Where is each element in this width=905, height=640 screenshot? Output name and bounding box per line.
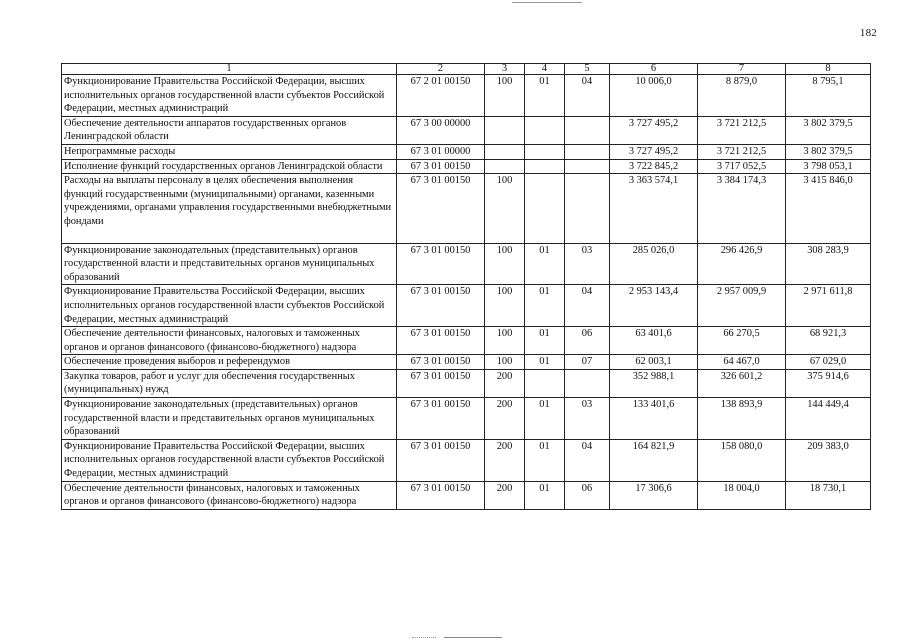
scan-artifact-top — [512, 2, 582, 3]
row-value-6: 17 306,6 — [610, 481, 698, 509]
row-section — [525, 159, 565, 174]
row-section: 01 — [525, 355, 565, 370]
row-name: Обеспечение деятельности аппаратов государственных органов Ленинградской области — [62, 116, 397, 144]
row-value-6: 10 006,0 — [610, 75, 698, 117]
row-value-6: 133 401,6 — [610, 398, 698, 440]
row-name: Функционирование Правительства Российской Федерации, высших исполнительных органов государственной власти субъектов Российской Федерации, местных администраций — [62, 285, 397, 327]
header-col-2: 2 — [397, 64, 485, 75]
row-section: 01 — [525, 398, 565, 440]
row-subsection — [565, 369, 610, 397]
row-value-6: 3 363 574,1 — [610, 174, 698, 243]
table-row — [62, 369, 871, 397]
header-col-6: 6 — [610, 64, 698, 75]
row-expense-type: 100 — [485, 285, 525, 327]
row-expense-type: 200 — [485, 481, 525, 509]
row-value-8: 8 795,1 — [786, 75, 871, 117]
row-name: Функционирование Правительства Российской Федерации, высших исполнительных органов государственной власти субъектов Российской Федерации, местных администраций — [62, 439, 397, 481]
row-subsection: 04 — [565, 439, 610, 481]
row-value-8: 209 383,0 — [786, 439, 871, 481]
row-name: Закупка товаров, работ и услуг для обеспечения государственных (муниципальных) нужд — [62, 369, 397, 397]
row-value-6: 63 401,6 — [610, 327, 698, 355]
row-value-8: 3 802 379,5 — [786, 144, 871, 159]
row-value-8: 308 283,9 — [786, 243, 871, 285]
row-name: Функционирование Правительства Российской Федерации, высших исполнительных органов государственной власти субъектов Российской Федерации, местных администраций — [62, 75, 397, 117]
row-code: 67 3 01 00150 — [397, 174, 485, 243]
row-expense-type: 200 — [485, 369, 525, 397]
row-value-6: 3 727 495,2 — [610, 144, 698, 159]
row-section: 01 — [525, 75, 565, 117]
row-expense-type: 100 — [485, 327, 525, 355]
row-value-6: 3 727 495,2 — [610, 116, 698, 144]
table-row — [62, 116, 871, 144]
row-name: Исполнение функций государственных органов Ленинградской области — [62, 159, 397, 174]
row-name: Обеспечение деятельности финансовых, налоговых и таможенных органов и органов финансового (финансово-бюджетного) надзора — [62, 481, 397, 509]
table-row — [62, 75, 871, 117]
row-value-8: 3 415 846,0 — [786, 174, 871, 243]
row-value-6: 164 821,9 — [610, 439, 698, 481]
table-row — [62, 439, 871, 481]
table-row — [62, 481, 871, 509]
table-row — [62, 398, 871, 440]
row-code: 67 3 01 00150 — [397, 355, 485, 370]
row-subsection: 04 — [565, 75, 610, 117]
row-value-7: 3 721 212,5 — [698, 116, 786, 144]
row-subsection: 03 — [565, 243, 610, 285]
budget-table — [61, 63, 871, 510]
row-expense-type: 100 — [485, 174, 525, 243]
row-value-7: 2 957 009,9 — [698, 285, 786, 327]
row-code: 67 3 01 00150 — [397, 481, 485, 509]
row-value-7: 3 384 174,3 — [698, 174, 786, 243]
table-header-row — [62, 64, 871, 75]
row-value-8: 375 914,6 — [786, 369, 871, 397]
row-value-7: 326 601,2 — [698, 369, 786, 397]
row-value-7: 3 717 052,5 — [698, 159, 786, 174]
row-section — [525, 174, 565, 243]
row-name: Функционирование законодательных (представительных) органов государственной власти и представительных органов муниципальных образований — [62, 243, 397, 285]
header-col-8: 8 — [786, 64, 871, 75]
row-subsection — [565, 174, 610, 243]
row-expense-type: 200 — [485, 398, 525, 440]
row-expense-type: 100 — [485, 75, 525, 117]
table-row — [62, 174, 871, 243]
row-section: 01 — [525, 243, 565, 285]
table-row — [62, 285, 871, 327]
header-col-3: 3 — [485, 64, 525, 75]
row-expense-type: 200 — [485, 439, 525, 481]
row-name: Непрограммные расходы — [62, 144, 397, 159]
table-row — [62, 144, 871, 159]
row-subsection: 06 — [565, 327, 610, 355]
row-code: 67 3 00 00000 — [397, 116, 485, 144]
row-name: Функционирование законодательных (представительных) органов государственной власти и представительных органов муниципальных образований — [62, 398, 397, 440]
row-subsection — [565, 159, 610, 174]
row-subsection: 03 — [565, 398, 610, 440]
row-section: 01 — [525, 327, 565, 355]
row-expense-type: 100 — [485, 355, 525, 370]
row-value-6: 62 003,1 — [610, 355, 698, 370]
page-number: 182 — [859, 27, 877, 39]
header-col-7: 7 — [698, 64, 786, 75]
row-expense-type — [485, 144, 525, 159]
row-value-8: 68 921,3 — [786, 327, 871, 355]
scan-artifact-bottom — [444, 637, 502, 638]
row-code: 67 3 01 00000 — [397, 144, 485, 159]
scan-artifact-bottom-dots — [412, 637, 436, 638]
header-col-4: 4 — [525, 64, 565, 75]
row-section: 01 — [525, 439, 565, 481]
row-name: Обеспечение проведения выборов и референдумов — [62, 355, 397, 370]
row-value-8: 3 802 379,5 — [786, 116, 871, 144]
row-section: 01 — [525, 285, 565, 327]
header-col-5: 5 — [565, 64, 610, 75]
row-value-7: 8 879,0 — [698, 75, 786, 117]
table-row — [62, 159, 871, 174]
row-code: 67 3 01 00150 — [397, 327, 485, 355]
row-value-7: 158 080,0 — [698, 439, 786, 481]
row-value-7: 3 721 212,5 — [698, 144, 786, 159]
row-subsection: 06 — [565, 481, 610, 509]
row-name: Обеспечение деятельности финансовых, налоговых и таможенных органов и органов финансового (финансово-бюджетного) надзора — [62, 327, 397, 355]
row-value-7: 18 004,0 — [698, 481, 786, 509]
table-row — [62, 327, 871, 355]
row-value-8: 2 971 611,8 — [786, 285, 871, 327]
row-value-8: 144 449,4 — [786, 398, 871, 440]
table-row — [62, 243, 871, 285]
row-value-7: 138 893,9 — [698, 398, 786, 440]
row-value-6: 285 026,0 — [610, 243, 698, 285]
row-subsection: 07 — [565, 355, 610, 370]
table-row — [62, 355, 871, 370]
row-section — [525, 116, 565, 144]
row-code: 67 3 01 00150 — [397, 369, 485, 397]
row-section — [525, 369, 565, 397]
header-col-1: 1 — [62, 64, 397, 75]
row-value-7: 296 426,9 — [698, 243, 786, 285]
row-value-8: 18 730,1 — [786, 481, 871, 509]
row-value-6: 352 988,1 — [610, 369, 698, 397]
row-value-7: 64 467,0 — [698, 355, 786, 370]
row-value-8: 67 029,0 — [786, 355, 871, 370]
row-value-6: 2 953 143,4 — [610, 285, 698, 327]
row-subsection: 04 — [565, 285, 610, 327]
row-value-6: 3 722 845,2 — [610, 159, 698, 174]
row-expense-type: 100 — [485, 243, 525, 285]
row-section: 01 — [525, 481, 565, 509]
row-section — [525, 144, 565, 159]
row-subsection — [565, 144, 610, 159]
row-value-8: 3 798 053,1 — [786, 159, 871, 174]
row-code: 67 3 01 00150 — [397, 159, 485, 174]
row-code: 67 2 01 00150 — [397, 75, 485, 117]
row-expense-type — [485, 116, 525, 144]
row-value-7: 66 270,5 — [698, 327, 786, 355]
row-code: 67 3 01 00150 — [397, 398, 485, 440]
row-name: Расходы на выплаты персоналу в целях обеспечения выполнения функций государственными (муниципальными) органами, казенными учреждениями, органами управления государственными внебюджетными фондами — [62, 174, 397, 243]
row-subsection — [565, 116, 610, 144]
row-code: 67 3 01 00150 — [397, 243, 485, 285]
row-code: 67 3 01 00150 — [397, 439, 485, 481]
row-expense-type — [485, 159, 525, 174]
row-code: 67 3 01 00150 — [397, 285, 485, 327]
